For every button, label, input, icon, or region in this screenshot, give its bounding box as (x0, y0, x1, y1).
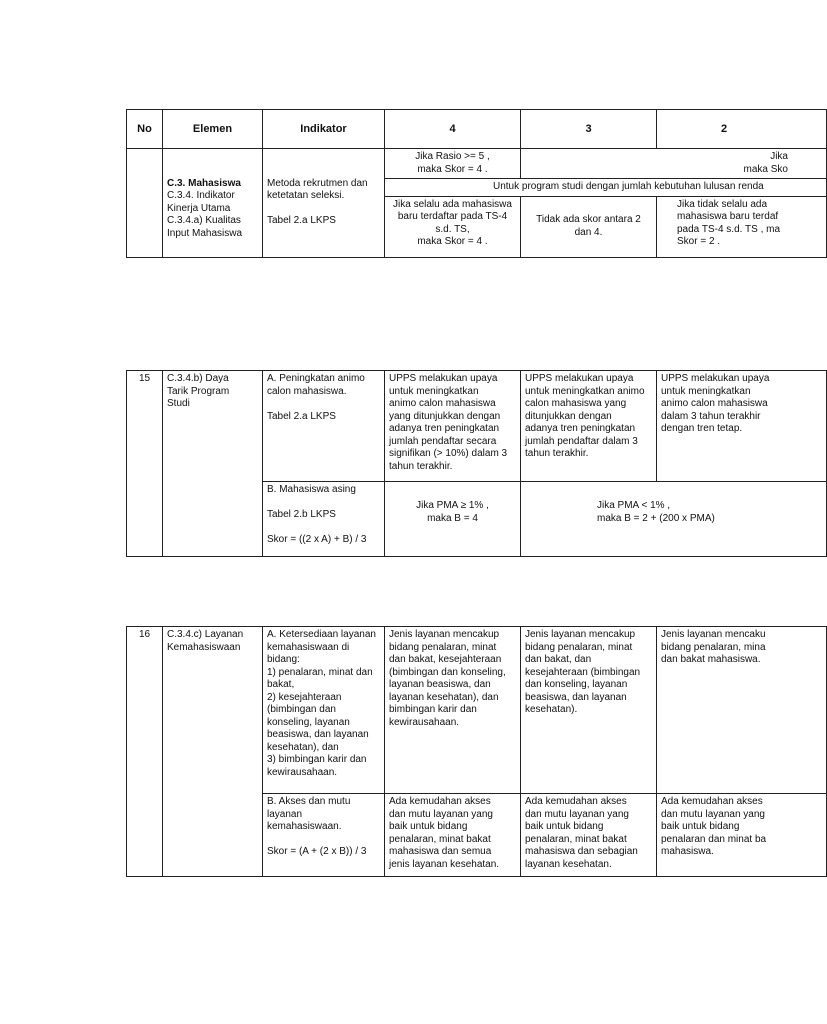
row15-indikator-b: B. Mahasiswa asing Tabel 2.b LKPS Skor = ((2 x A) + B) / 3 (263, 482, 385, 557)
row14-score4: Jika selalu ada mahasiswa baru terdaftar pada TS-4 s.d. TS, maka Skor = 4 . (385, 196, 521, 257)
table-row-15a (127, 371, 827, 482)
header-score-4: 4 (385, 110, 521, 149)
row14-score2-top: Jika maka Sko (521, 149, 827, 179)
row16-indikator-b: B. Akses dan mutu layanan kemahasiswaan. Skor = (A + (2 x B)) / 3 (263, 794, 385, 877)
table-fragment-2 (126, 370, 786, 551)
row16-a-score4: Jenis layanan mencakup bidang penalaran, minat dan bakat, kesejahteraan (bimbingan dan konseling, layanan beasiswa, dan layanan kesehatan), dan bimbingan karir dan kewirausahaan. (385, 627, 521, 794)
row16-b-score2: Ada kemudahan akses dan mutu layanan yang baik untuk bidang penalaran dan minat ba mahasiswa. (657, 794, 827, 877)
row15-b-score32: Jika PMA < 1% , maka B = 2 + (200 x PMA) (521, 482, 827, 557)
table-fragment-1 (126, 109, 786, 261)
row14-indikator: Metoda rekrutmen dan ketetatan seleksi. Tabel 2.a LKPS (263, 149, 385, 258)
header-elemen: Elemen (163, 110, 263, 149)
header-score-2: 2 (657, 110, 827, 149)
row14-score3: Tidak ada skor antara 2 dan 4. (521, 196, 657, 257)
row16-a-score2: Jenis layanan mencaku bidang penalaran, mina dan bakat mahasiswa. (657, 627, 827, 794)
row15-a-score4: UPPS melakukan upaya untuk meningkatkan animo calon mahasiswa yang ditunjukkan dengan adanya tren peningkatan jumlah pendaftar secara signifikan (> 10%) dalam 3 tahun terakhir. (385, 371, 521, 482)
row15-b-score4: Jika PMA ≥ 1% , maka B = 4 (385, 482, 521, 557)
row14-score2: Jika tidak selalu ada mahasiswa baru terdaf pada TS-4 s.d. TS , ma Skor = 2 . (657, 196, 827, 257)
row16-b-score4: Ada kemudahan akses dan mutu layanan yang baik untuk bidang penalaran, minat bakat mahasiswa dan semua jenis layanan kesehatan. (385, 794, 521, 877)
row14-elemen-title: C.3. Mahasiswa (167, 177, 241, 189)
row14-elemen-rest: C.3.4. Indikator Kinerja Utama C.3.4.a) Kualitas Input Mahasiswa (167, 190, 243, 239)
row16-b-score3: Ada kemudahan akses dan mutu layanan yang baik untuk bidang penalaran, minat bakat mahasiswa dan sebagian layanan kesehatan. (521, 794, 657, 877)
row14-no (127, 149, 163, 258)
row15-a-score3: UPPS melakukan upaya untuk meningkatkan animo calon mahasiswa yang ditunjukkan dengan adanya tren peningkatan jumlah pendaftar dalam 3 tahun terakhir. (521, 371, 657, 482)
table-fragment-3 (126, 626, 786, 876)
row14-score4-top: Jika Rasio >= 5 , maka Skor = 4 . (385, 149, 521, 179)
table-row-14-top (127, 149, 827, 179)
row14-elemen (163, 149, 263, 258)
row15-no: 15 (127, 371, 163, 557)
table-header-row (127, 110, 827, 149)
row15-indikator-a: A. Peningkatan animo calon mahasiswa. Tabel 2.a LKPS (263, 371, 385, 482)
row15-a-score2: UPPS melakukan upaya untuk meningkatkan animo calon mahasiswa dalam 3 tahun terakhir dengan tren tetap. (657, 371, 827, 482)
row16-elemen: C.3.4.c) Layanan Kemahasiswaan (163, 627, 263, 877)
row14-span-note: Untuk program studi dengan jumlah kebutuhan lulusan renda (385, 179, 827, 197)
criteria-table-row15 (126, 370, 827, 557)
header-no: No (127, 110, 163, 149)
header-indikator: Indikator (263, 110, 385, 149)
table-row-16a (127, 627, 827, 794)
criteria-table-top (126, 109, 827, 258)
criteria-table-row16 (126, 626, 827, 877)
row15-elemen: C.3.4.b) Daya Tarik Program Studi (163, 371, 263, 557)
row16-indikator-a: A. Ketersediaan layanan kemahasiswaan di bidang: 1) penalaran, minat dan bakat, 2) kesejahteraan (bimbingan dan konseling, layanan beasiswa, dan layanan kesehatan), dan 3) bimbingan karir dan kewirausahaan. (263, 627, 385, 794)
row16-a-score3: Jenis layanan mencakup bidang penalaran, minat dan bakat, dan kesejahteraan (bimbingan dan konseling, layanan beasiswa, dan layanan kesehatan). (521, 627, 657, 794)
row16-no: 16 (127, 627, 163, 877)
header-score-3: 3 (521, 110, 657, 149)
